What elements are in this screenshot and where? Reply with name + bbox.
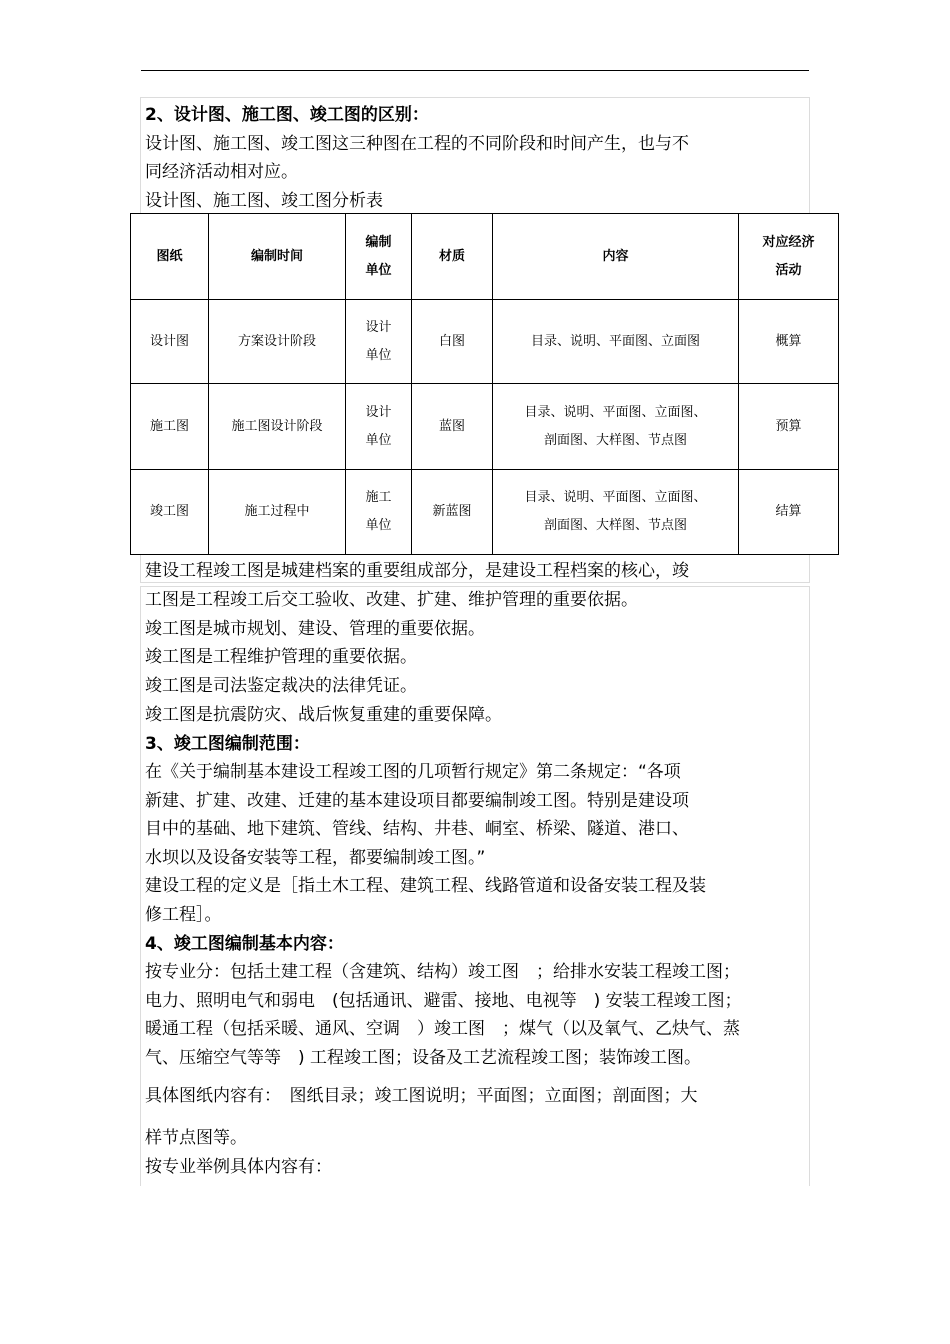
importance-line-3: 竣工图是司法鉴定裁决的法律凭证。 (145, 676, 417, 696)
cell-econ: 概算 (739, 300, 839, 384)
header-econ-1: 对应经济 (762, 234, 815, 250)
cell-material: 新蓝图 (412, 470, 493, 555)
section4-line4: 气、压缩空气等等 ) 工程竣工图；设备及工艺流程竣工图；装饰竣工图。 (145, 1048, 702, 1068)
section2-intro-line2: 同经济活动相对应。 (145, 162, 298, 182)
header-content: 内容 (493, 214, 739, 300)
section4-line2: 电力、照明电气和弱电 (包括通讯、避雷、接地、电视等 ) 安装工程竣工图； (145, 991, 742, 1011)
section4-line6: 样节点图等。 (145, 1128, 247, 1148)
importance-line-2: 竣工图是工程维护管理的重要依据。 (145, 647, 417, 667)
section3-line1: 在《关于编制基本建设工程竣工图的几项暂行规定》第二条规定：“各项 (145, 762, 681, 782)
section4-line5: 具体图纸内容有： 图纸目录；竣工图说明；平面图；立面图；剖面图；大 (145, 1086, 698, 1106)
cell-drawing: 施工图 (131, 384, 209, 470)
importance-line-4: 竣工图是抗震防灾、战后恢复重建的重要保障。 (145, 705, 502, 725)
table-row (131, 384, 839, 470)
cell-unit-2: 单位 (365, 432, 392, 448)
header-unit (346, 214, 412, 300)
cell-unit-1: 设计 (365, 404, 392, 420)
cell-unit-1: 施工 (365, 490, 392, 505)
section3-line2: 新建、扩建、改建、迁建的基本建设项目都要编制竣工图。特别是建设项 (145, 791, 689, 811)
cell-material: 白图 (412, 300, 493, 384)
cell-content-1: 目录、说明、平面图、立面图、 (524, 490, 707, 505)
cell-time: 方案设计阶段 (209, 300, 346, 384)
cell-content: 目录、说明、平面图、立面图 (493, 300, 739, 384)
table-caption: 设计图、施工图、竣工图分析表 (145, 191, 383, 211)
section3-line6: 修工程］。 (145, 905, 222, 925)
cell-content-2: 剖面图、大样图、节点图 (543, 518, 687, 533)
cell-time: 施工过程中 (209, 470, 346, 555)
cell-unit (346, 384, 412, 470)
header-unit-2: 单位 (365, 262, 392, 278)
section3-line4: 水坝以及设备安装等工程，都要编制竣工图。” (145, 848, 486, 868)
archive-para-line1: 建设工程竣工图是城建档案的重要组成部分，是建设工程档案的核心，竣 (145, 561, 689, 581)
cell-time: 施工图设计阶段 (209, 384, 346, 470)
table-row (131, 470, 839, 555)
section4-heading: 4、竣工图编制基本内容： (145, 934, 344, 954)
cell-content-1: 目录、说明、平面图、立面图、 (524, 404, 707, 420)
section2-intro-line1: 设计图、施工图、竣工图这三种图在工程的不同阶段和时间产生，也与不 (145, 134, 689, 154)
cell-unit (346, 300, 412, 384)
cell-econ: 预算 (739, 384, 839, 470)
cell-drawing: 竣工图 (131, 470, 209, 555)
table-row (131, 300, 839, 384)
cell-drawing: 设计图 (131, 300, 209, 384)
importance-line-1: 竣工图是城市规划、建设、管理的重要依据。 (145, 619, 485, 639)
cell-material: 蓝图 (412, 384, 493, 470)
section4-line3: 暖通工程（包括采暖、通风、空调 ）竣工图 ；煤气（以及氧气、乙炔气、蒸 (145, 1019, 740, 1039)
header-material: 材质 (412, 214, 493, 300)
cell-content (493, 470, 739, 555)
header-econ (739, 214, 839, 300)
table-header-row (131, 214, 839, 300)
section3-heading: 3、竣工图编制范围： (145, 734, 310, 754)
section4-line1: 按专业分：包括土建工程（含建筑、结构）竣工图 ；给排水安装工程竣工图； (145, 962, 740, 982)
section2-heading: 2、设计图、施工图、竣工图的区别： (145, 105, 429, 125)
section3-line5: 建设工程的定义是［指土木工程、建筑工程、线路管道和设备安装工程及装 (145, 876, 706, 896)
cell-content (493, 384, 739, 470)
cell-content-2: 剖面图、大样图、节点图 (543, 432, 687, 448)
header-drawing: 图纸 (131, 214, 209, 300)
section4-line7: 按专业举例具体内容有： (145, 1157, 332, 1177)
analysis-table (130, 213, 839, 555)
cell-unit-1: 设计 (365, 319, 392, 335)
cell-econ: 结算 (739, 470, 839, 555)
cell-unit-2: 单位 (365, 347, 392, 363)
cell-unit (346, 470, 412, 555)
header-econ-2: 活动 (775, 262, 802, 278)
header-time: 编制时间 (209, 214, 346, 300)
header-unit-1: 编制 (365, 234, 392, 250)
header-rule (141, 70, 809, 71)
archive-para-line2: 工图是工程竣工后交工验收、改建、扩建、维护管理的重要依据。 (145, 590, 638, 610)
cell-unit-2: 单位 (365, 518, 392, 533)
section3-line3: 目中的基础、地下建筑、管线、结构、井巷、峒室、桥梁、隧道、港口、 (145, 819, 689, 839)
